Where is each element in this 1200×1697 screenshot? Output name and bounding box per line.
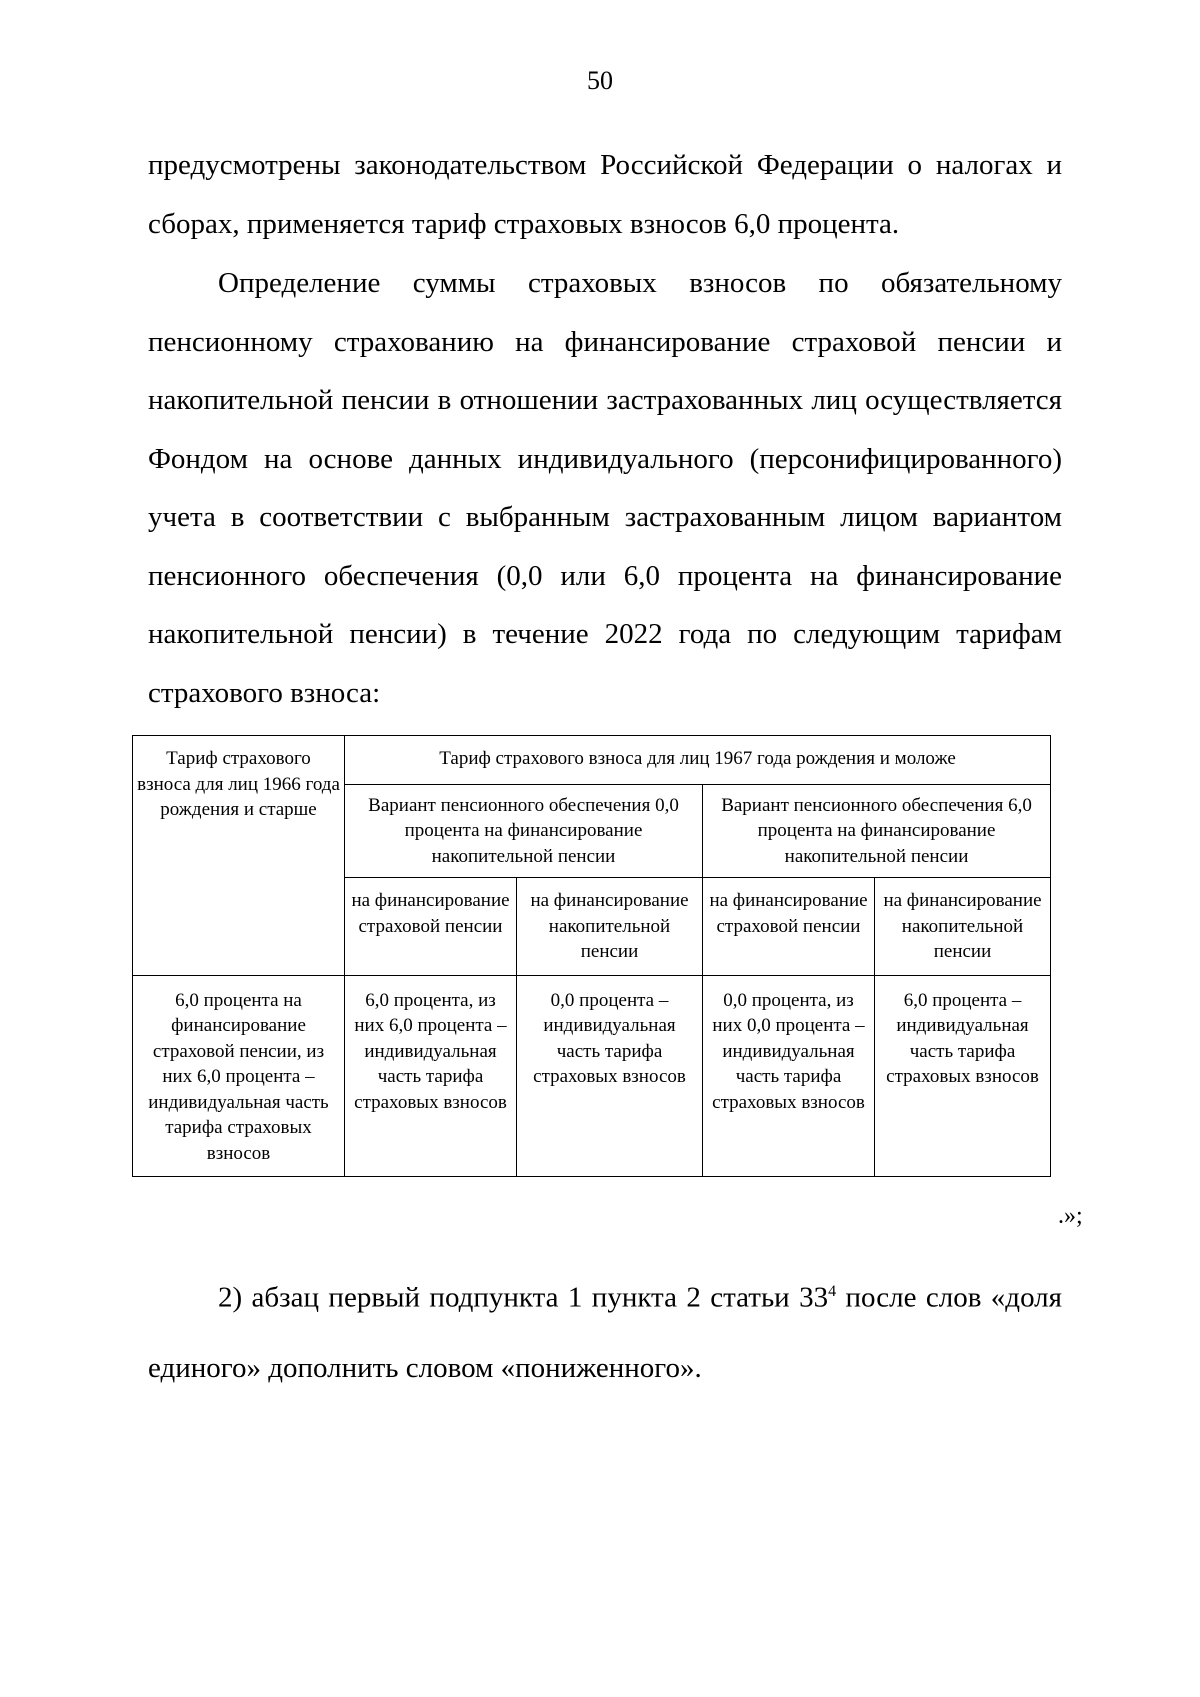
header-young-cell: Тариф страхового взноса для лиц 1967 года рождения и моложе — [345, 736, 1051, 785]
amendment-text-start: 2) абзац первый подпункта 1 пункта 2 статьи 33 — [218, 1281, 829, 1314]
value-cell: 0,0 процента, из них 0,0 процента – индивидуальная часть тарифа страховых взносов — [703, 975, 875, 1177]
value-cell: 6,0 процента – индивидуальная часть тарифа страховых взносов — [875, 975, 1051, 1177]
value-cell: 0,0 процента – индивидуальная часть тарифа страховых взносов — [517, 975, 703, 1177]
table-value-row — [133, 975, 1051, 1177]
purpose-cell: на финансирование страховой пенсии — [703, 878, 875, 976]
tariff-table — [132, 735, 1051, 1177]
value-cell: 6,0 процента на финансирование страховой пенсии, из них 6,0 процента – индивидуальная часть тарифа страховых взносов — [133, 975, 345, 1177]
paragraph-definition: Определение суммы страховых взносов по обязательному пенсионному страхованию на финансирование страховой пенсии и накопительной пенсии в отношении застрахованных лиц осуществляется Фондом на основе данных индивидуального (персонифицированного) учета в соответствии с выбранным застрахованным лицом вариантом пенсионного обеспечения (0,0 или 6,0 процента на финансирование накопительной пенсии) в течение 2022 года по следующим тарифам страхового взноса: — [148, 267, 1062, 709]
purpose-cell: на финансирование накопительной пенсии — [875, 878, 1051, 976]
paragraph-intro: предусмотрены законодательством Российской Федерации о налогах и сборах, применяется тариф страховых взносов 6,0 процента. — [148, 149, 1062, 240]
value-cell: 6,0 процента, из них 6,0 процента – индивидуальная часть тарифа страховых взносов — [345, 975, 517, 1177]
header-old-cell: Тариф страхового взноса для лиц 1966 года рождения и старше — [133, 736, 345, 976]
article-superscript: 4 — [828, 1283, 837, 1300]
variant-0-cell: Вариант пенсионного обеспечения 0,0 процента на финансирование накопительной пенсии — [345, 784, 703, 878]
purpose-cell: на финансирование страховой пенсии — [345, 878, 517, 976]
amendment-text-end: после слов «доля единого» дополнить словом «пониженного». — [148, 1281, 1062, 1384]
paragraph-amendment — [148, 1257, 1062, 1403]
page-number: 50 — [587, 66, 613, 95]
closing-quote-mark: .»; — [1058, 1203, 1083, 1229]
variant-6-cell: Вариант пенсионного обеспечения 6,0 процента на финансирование накопительной пенсии — [703, 784, 1051, 878]
purpose-cell: на финансирование накопительной пенсии — [517, 878, 703, 976]
table-header-row — [133, 736, 1051, 785]
